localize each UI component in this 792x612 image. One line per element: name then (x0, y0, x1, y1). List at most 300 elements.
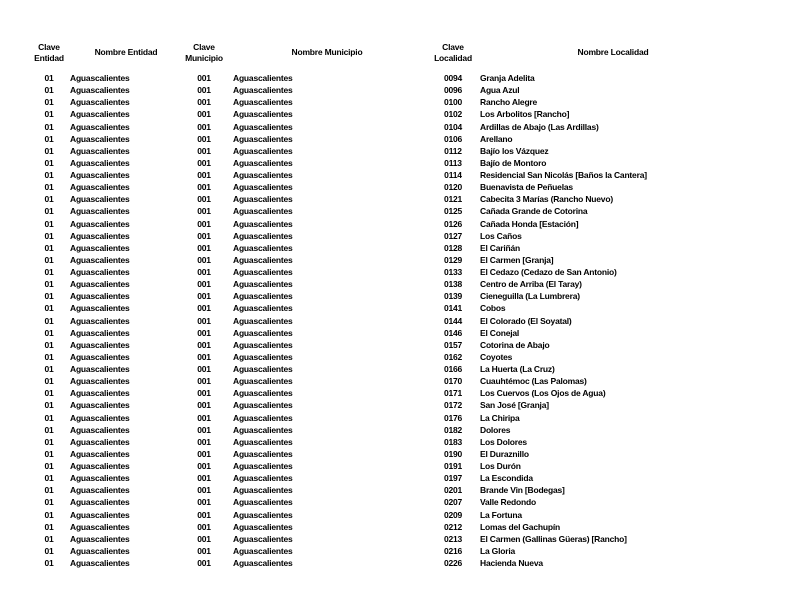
cell-nombre-entidad: Aguascalientes (70, 194, 130, 205)
cell-clave-entidad: 01 (44, 521, 54, 532)
cell-clave-localidad: 0106 (443, 133, 463, 144)
table-row (30, 533, 750, 545)
table-row (30, 509, 750, 521)
cell-clave-entidad: 01 (44, 473, 54, 484)
cell-clave-municipio: 001 (197, 170, 211, 181)
cell-nombre-localidad: Rancho Alegre (480, 97, 538, 108)
cell-clave-municipio: 001 (197, 388, 211, 399)
table-row (30, 545, 750, 557)
cell-clave-entidad: 01 (44, 267, 54, 278)
cell-nombre-localidad: El Carmen [Granja] (480, 254, 554, 265)
cell-clave-entidad: 01 (44, 254, 54, 265)
table-row (30, 242, 750, 254)
cell-nombre-localidad: Los Durón (480, 461, 521, 472)
cell-nombre-municipio: Aguascalientes (233, 545, 293, 556)
cell-nombre-municipio: Aguascalientes (233, 558, 293, 569)
cell-clave-localidad: 0183 (443, 436, 463, 447)
column-header-line: Nombre Entidad (94, 47, 158, 58)
table-row (30, 484, 750, 496)
cell-clave-localidad: 0129 (443, 254, 463, 265)
table-row (30, 424, 750, 436)
cell-clave-localidad: 0172 (443, 400, 463, 411)
cell-clave-entidad: 01 (44, 485, 54, 496)
cell-clave-municipio: 001 (197, 182, 211, 193)
cell-nombre-localidad: El Colorado (El Soyatal) (480, 315, 572, 326)
cell-clave-localidad: 0146 (443, 327, 463, 338)
cell-clave-municipio: 001 (197, 400, 211, 411)
table-row (30, 230, 750, 242)
cell-clave-localidad: 0190 (443, 448, 463, 459)
cell-nombre-localidad: La Fortuna (480, 509, 522, 520)
cell-clave-localidad: 0182 (443, 424, 463, 435)
column-header-clave-localidad (430, 41, 476, 65)
cell-clave-localidad: 0212 (443, 521, 463, 532)
cell-clave-entidad: 01 (44, 218, 54, 229)
cell-nombre-municipio: Aguascalientes (233, 412, 293, 423)
column-header-line: Clave (38, 41, 60, 52)
table-row (30, 218, 750, 230)
cell-clave-entidad: 01 (44, 400, 54, 411)
cell-nombre-municipio: Aguascalientes (233, 291, 293, 302)
table-row (30, 278, 750, 290)
cell-nombre-municipio: Aguascalientes (233, 267, 293, 278)
cell-nombre-entidad: Aguascalientes (70, 206, 130, 217)
cell-clave-localidad: 0104 (443, 121, 463, 132)
cell-nombre-municipio: Aguascalientes (233, 121, 293, 132)
column-header-nombre-localidad (476, 41, 750, 65)
column-header-line: Municipio (185, 53, 223, 63)
cell-clave-entidad: 01 (44, 157, 54, 168)
column-header-line: Clave (442, 41, 464, 52)
table-row (30, 351, 750, 363)
cell-nombre-municipio: Aguascalientes (233, 182, 293, 193)
cell-nombre-entidad: Aguascalientes (70, 376, 130, 387)
cell-clave-entidad: 01 (44, 303, 54, 314)
column-header-line: Nombre Municipio (291, 47, 363, 58)
cell-nombre-municipio: Aguascalientes (233, 279, 293, 290)
cell-nombre-municipio: Aguascalientes (233, 327, 293, 338)
table-row (30, 412, 750, 424)
table-row (30, 375, 750, 387)
cell-nombre-entidad: Aguascalientes (70, 412, 130, 423)
cell-nombre-municipio: Aguascalientes (233, 376, 293, 387)
cell-nombre-municipio: Aguascalientes (233, 206, 293, 217)
cell-clave-entidad: 01 (44, 73, 54, 84)
cell-nombre-municipio: Aguascalientes (233, 230, 293, 241)
table-row (30, 205, 750, 217)
cell-nombre-municipio: Aguascalientes (233, 194, 293, 205)
cell-clave-municipio: 001 (197, 351, 211, 362)
cell-nombre-localidad: Cieneguilla (La Lumbrera) (480, 291, 580, 302)
cell-clave-entidad: 01 (44, 376, 54, 387)
cell-clave-entidad: 01 (44, 412, 54, 423)
cell-clave-municipio: 001 (197, 327, 211, 338)
table-row (30, 557, 750, 569)
cell-clave-entidad: 01 (44, 364, 54, 375)
cell-nombre-localidad: Cañada Grande de Cotorina (480, 206, 588, 217)
cell-nombre-entidad: Aguascalientes (70, 242, 130, 253)
cell-clave-municipio: 001 (197, 303, 211, 314)
cell-nombre-entidad: Aguascalientes (70, 327, 130, 338)
cell-nombre-localidad: Residencial San Nicolás [Baños la Cantera] (480, 170, 647, 181)
cell-nombre-localidad: Arellano (480, 133, 513, 144)
cell-nombre-localidad: Agua Azul (480, 85, 520, 96)
cell-nombre-entidad: Aguascalientes (70, 254, 130, 265)
cell-nombre-localidad: Cañada Honda [Estación] (480, 218, 579, 229)
cell-nombre-localidad: Brande Vin [Bodegas] (480, 485, 565, 496)
cell-nombre-localidad: Ardillas de Abajo (Las Ardillas) (480, 121, 599, 132)
cell-clave-entidad: 01 (44, 279, 54, 290)
cell-clave-municipio: 001 (197, 85, 211, 96)
cell-nombre-entidad: Aguascalientes (70, 424, 130, 435)
column-header-clave-municipio (184, 41, 224, 65)
cell-clave-localidad: 0157 (443, 339, 463, 350)
cell-nombre-localidad: Los Arbolitos [Rancho] (480, 109, 570, 120)
cell-clave-municipio: 001 (197, 206, 211, 217)
cell-nombre-municipio: Aguascalientes (233, 509, 293, 520)
cell-clave-entidad: 01 (44, 461, 54, 472)
cell-clave-localidad: 0127 (443, 230, 463, 241)
cell-nombre-municipio: Aguascalientes (233, 424, 293, 435)
cell-nombre-entidad: Aguascalientes (70, 303, 130, 314)
cell-clave-entidad: 01 (44, 145, 54, 156)
cell-nombre-localidad: La Chiripa (480, 412, 520, 423)
table-row (30, 339, 750, 351)
cell-nombre-entidad: Aguascalientes (70, 448, 130, 459)
table-row (30, 315, 750, 327)
cell-nombre-municipio: Aguascalientes (233, 218, 293, 229)
cell-nombre-entidad: Aguascalientes (70, 230, 130, 241)
cell-clave-localidad: 0141 (443, 303, 463, 314)
cell-clave-entidad: 01 (44, 109, 54, 120)
cell-clave-localidad: 0112 (444, 145, 462, 156)
cell-nombre-localidad: El Carmen (Gallinas Güeras) [Rancho] (480, 533, 627, 544)
cell-clave-localidad: 0102 (443, 109, 463, 120)
cell-nombre-entidad: Aguascalientes (70, 533, 130, 544)
cell-clave-entidad: 01 (44, 242, 54, 253)
cell-clave-localidad: 0139 (443, 291, 463, 302)
table-row (30, 133, 750, 145)
cell-clave-localidad: 0144 (443, 315, 463, 326)
cell-nombre-localidad: Dolores (480, 424, 511, 435)
table-row (30, 521, 750, 533)
cell-clave-localidad: 0170 (443, 376, 463, 387)
table-row (30, 448, 750, 460)
cell-nombre-localidad: El Cariñán (480, 242, 521, 253)
cell-clave-entidad: 01 (44, 558, 54, 569)
table-row (30, 460, 750, 472)
cell-nombre-localidad: Granja Adelita (480, 73, 535, 84)
cell-clave-municipio: 001 (197, 291, 211, 302)
table-row (30, 254, 750, 266)
cell-nombre-municipio: Aguascalientes (233, 85, 293, 96)
cell-nombre-localidad: Los Cuervos (Los Ojos de Agua) (480, 388, 606, 399)
cell-clave-entidad: 01 (44, 133, 54, 144)
column-header-line: Nombre Localidad (577, 47, 649, 58)
cell-clave-municipio: 001 (197, 267, 211, 278)
cell-nombre-entidad: Aguascalientes (70, 267, 130, 278)
cell-nombre-municipio: Aguascalientes (233, 461, 293, 472)
cell-nombre-municipio: Aguascalientes (233, 436, 293, 447)
cell-clave-municipio: 001 (197, 218, 211, 229)
table-row (30, 290, 750, 302)
table-row (30, 399, 750, 411)
cell-clave-municipio: 001 (197, 509, 211, 520)
cell-nombre-localidad: Los Dolores (480, 436, 527, 447)
cell-nombre-entidad: Aguascalientes (70, 364, 130, 375)
cell-clave-localidad: 0133 (443, 267, 463, 278)
cell-clave-entidad: 01 (44, 388, 54, 399)
cell-nombre-municipio: Aguascalientes (233, 339, 293, 350)
cell-nombre-entidad: Aguascalientes (70, 351, 130, 362)
cell-clave-localidad: 0166 (443, 364, 463, 375)
column-header-line: Localidad (434, 53, 472, 63)
table-row (30, 327, 750, 339)
table-row (30, 496, 750, 508)
cell-clave-municipio: 001 (197, 364, 211, 375)
cell-clave-entidad: 01 (44, 436, 54, 447)
cell-nombre-localidad: San José [Granja] (480, 400, 549, 411)
cell-clave-localidad: 0120 (443, 182, 463, 193)
cell-clave-entidad: 01 (44, 424, 54, 435)
cell-nombre-municipio: Aguascalientes (233, 73, 293, 84)
table-row (30, 266, 750, 278)
table-row (30, 436, 750, 448)
cell-nombre-entidad: Aguascalientes (70, 218, 130, 229)
cell-nombre-localidad: El Conejal (480, 327, 520, 338)
cell-clave-municipio: 001 (197, 339, 211, 350)
cell-clave-municipio: 001 (197, 157, 211, 168)
cell-nombre-entidad: Aguascalientes (70, 400, 130, 411)
cell-nombre-municipio: Aguascalientes (233, 388, 293, 399)
table-row (30, 181, 750, 193)
cell-clave-localidad: 0128 (443, 242, 463, 253)
table-row (30, 84, 750, 96)
cell-nombre-entidad: Aguascalientes (70, 121, 130, 132)
table-header-row (30, 41, 750, 65)
cell-nombre-entidad: Aguascalientes (70, 73, 130, 84)
cell-clave-entidad: 01 (44, 339, 54, 350)
cell-clave-municipio: 001 (197, 73, 211, 84)
cell-nombre-localidad: La Gloria (480, 545, 516, 556)
cell-nombre-entidad: Aguascalientes (70, 170, 130, 181)
cell-clave-localidad: 0162 (443, 351, 463, 362)
cell-clave-entidad: 01 (44, 448, 54, 459)
column-header-nombre-entidad (68, 41, 184, 65)
cell-clave-entidad: 01 (44, 545, 54, 556)
cell-nombre-localidad: Hacienda Nueva (480, 558, 543, 569)
table-row (30, 145, 750, 157)
cell-nombre-localidad: El Duraznillo (480, 448, 529, 459)
cell-clave-localidad: 0197 (443, 473, 463, 484)
cell-clave-localidad: 0207 (443, 497, 463, 508)
cell-nombre-entidad: Aguascalientes (70, 436, 130, 447)
cell-nombre-municipio: Aguascalientes (233, 97, 293, 108)
cell-clave-entidad: 01 (44, 533, 54, 544)
table-body (30, 72, 750, 569)
cell-clave-localidad: 0171 (443, 388, 463, 399)
cell-nombre-municipio: Aguascalientes (233, 521, 293, 532)
column-header-clave-entidad (30, 41, 68, 65)
cell-clave-entidad: 01 (44, 497, 54, 508)
table-row (30, 96, 750, 108)
cell-clave-municipio: 001 (197, 376, 211, 387)
cell-clave-entidad: 01 (44, 85, 54, 96)
cell-clave-localidad: 0125 (443, 206, 463, 217)
cell-clave-entidad: 01 (44, 182, 54, 193)
cell-clave-localidad: 0096 (443, 85, 463, 96)
cell-clave-localidad: 0126 (443, 218, 463, 229)
table-row (30, 169, 750, 181)
cell-clave-localidad: 0138 (443, 279, 463, 290)
cell-nombre-localidad: Lomas del Gachupín (480, 521, 560, 532)
cell-nombre-municipio: Aguascalientes (233, 351, 293, 362)
cell-nombre-localidad: Valle Redondo (480, 497, 536, 508)
cell-nombre-localidad: Cobos (480, 303, 506, 314)
column-header-line: Clave (193, 41, 215, 52)
cell-clave-localidad: 0191 (443, 461, 463, 472)
cell-nombre-entidad: Aguascalientes (70, 497, 130, 508)
cell-nombre-municipio: Aguascalientes (233, 400, 293, 411)
cell-nombre-entidad: Aguascalientes (70, 339, 130, 350)
table-row (30, 363, 750, 375)
cell-clave-entidad: 01 (44, 230, 54, 241)
cell-clave-municipio: 001 (197, 145, 211, 156)
cell-nombre-entidad: Aguascalientes (70, 109, 130, 120)
cell-nombre-entidad: Aguascalientes (70, 85, 130, 96)
cell-clave-municipio: 001 (197, 230, 211, 241)
table-row (30, 121, 750, 133)
cell-nombre-municipio: Aguascalientes (233, 485, 293, 496)
cell-nombre-localidad: Bajío de Montoro (480, 157, 547, 168)
cell-nombre-entidad: Aguascalientes (70, 315, 130, 326)
cell-clave-entidad: 01 (44, 121, 54, 132)
cell-nombre-entidad: Aguascalientes (70, 545, 130, 556)
cell-clave-entidad: 01 (44, 97, 54, 108)
cell-clave-municipio: 001 (197, 497, 211, 508)
cell-nombre-localidad: Coyotes (480, 351, 513, 362)
cell-nombre-entidad: Aguascalientes (70, 473, 130, 484)
cell-nombre-localidad: Centro de Arriba (El Taray) (480, 279, 582, 290)
cell-clave-localidad: 0113 (444, 157, 462, 168)
cell-clave-municipio: 001 (197, 133, 211, 144)
cell-nombre-entidad: Aguascalientes (70, 157, 130, 168)
cell-nombre-localidad: Cotorina de Abajo (480, 339, 550, 350)
cell-nombre-localidad: Los Caños (480, 230, 522, 241)
cell-nombre-municipio: Aguascalientes (233, 157, 293, 168)
cell-nombre-municipio: Aguascalientes (233, 109, 293, 120)
cell-clave-entidad: 01 (44, 194, 54, 205)
cell-nombre-municipio: Aguascalientes (233, 242, 293, 253)
cell-clave-municipio: 001 (197, 521, 211, 532)
cell-nombre-entidad: Aguascalientes (70, 461, 130, 472)
cell-clave-localidad: 0094 (443, 73, 463, 84)
table-row (30, 472, 750, 484)
cell-nombre-localidad: La Escondida (480, 473, 533, 484)
table-row (30, 193, 750, 205)
cell-clave-municipio: 001 (197, 121, 211, 132)
cell-clave-municipio: 001 (197, 448, 211, 459)
cell-clave-localidad: 0216 (443, 545, 463, 556)
cell-nombre-localidad: Buenavista de Peñuelas (480, 182, 573, 193)
cell-clave-municipio: 001 (197, 279, 211, 290)
cell-nombre-localidad: La Huerta (La Cruz) (480, 364, 555, 375)
column-header-nombre-municipio (224, 41, 430, 65)
cell-clave-municipio: 001 (197, 545, 211, 556)
cell-clave-municipio: 001 (197, 473, 211, 484)
cell-clave-municipio: 001 (197, 485, 211, 496)
cell-clave-entidad: 01 (44, 509, 54, 520)
cell-nombre-localidad: El Cedazo (Cedazo de San Antonio) (480, 267, 617, 278)
cell-clave-entidad: 01 (44, 327, 54, 338)
cell-clave-localidad: 0100 (443, 97, 463, 108)
cell-clave-municipio: 001 (197, 436, 211, 447)
table-row (30, 387, 750, 399)
cell-clave-entidad: 01 (44, 291, 54, 302)
cell-clave-entidad: 01 (44, 206, 54, 217)
cell-nombre-localidad: Bajío los Vázquez (480, 145, 549, 156)
cell-nombre-entidad: Aguascalientes (70, 145, 130, 156)
cell-nombre-municipio: Aguascalientes (233, 448, 293, 459)
cell-nombre-entidad: Aguascalientes (70, 521, 130, 532)
cell-clave-municipio: 001 (197, 254, 211, 265)
cell-nombre-municipio: Aguascalientes (233, 315, 293, 326)
cell-clave-entidad: 01 (44, 315, 54, 326)
cell-clave-entidad: 01 (44, 351, 54, 362)
cell-nombre-entidad: Aguascalientes (70, 133, 130, 144)
cell-nombre-municipio: Aguascalientes (233, 473, 293, 484)
cell-nombre-municipio: Aguascalientes (233, 497, 293, 508)
cell-nombre-entidad: Aguascalientes (70, 291, 130, 302)
cell-nombre-entidad: Aguascalientes (70, 279, 130, 290)
table-row (30, 108, 750, 120)
cell-clave-localidad: 0121 (443, 194, 463, 205)
cell-nombre-municipio: Aguascalientes (233, 364, 293, 375)
cell-clave-municipio: 001 (197, 315, 211, 326)
cell-nombre-municipio: Aguascalientes (233, 133, 293, 144)
table-row (30, 72, 750, 84)
cell-clave-municipio: 001 (197, 412, 211, 423)
cell-clave-localidad: 0201 (443, 485, 463, 496)
cell-clave-municipio: 001 (197, 461, 211, 472)
cell-clave-municipio: 001 (197, 194, 211, 205)
cell-nombre-localidad: Cuauhtémoc (Las Palomas) (480, 376, 587, 387)
cell-clave-municipio: 001 (197, 533, 211, 544)
table-row (30, 157, 750, 169)
cell-clave-municipio: 001 (197, 97, 211, 108)
cell-nombre-municipio: Aguascalientes (233, 170, 293, 181)
cell-clave-municipio: 001 (197, 242, 211, 253)
column-header-line: Entidad (34, 53, 64, 63)
cell-clave-localidad: 0209 (443, 509, 463, 520)
table-row (30, 302, 750, 314)
cell-clave-localidad: 0213 (443, 533, 463, 544)
cell-nombre-entidad: Aguascalientes (70, 388, 130, 399)
cell-clave-municipio: 001 (197, 109, 211, 120)
cell-nombre-municipio: Aguascalientes (233, 254, 293, 265)
cell-clave-municipio: 001 (197, 424, 211, 435)
cell-nombre-municipio: Aguascalientes (233, 303, 293, 314)
cell-nombre-entidad: Aguascalientes (70, 485, 130, 496)
cell-clave-localidad: 0176 (443, 412, 463, 423)
cell-clave-municipio: 001 (197, 558, 211, 569)
cell-nombre-entidad: Aguascalientes (70, 558, 130, 569)
cell-clave-localidad: 0114 (444, 170, 462, 181)
cell-nombre-entidad: Aguascalientes (70, 509, 130, 520)
cell-clave-localidad: 0226 (443, 558, 463, 569)
cell-nombre-entidad: Aguascalientes (70, 97, 130, 108)
cell-nombre-localidad: Cabecita 3 Marías (Rancho Nuevo) (480, 194, 613, 205)
